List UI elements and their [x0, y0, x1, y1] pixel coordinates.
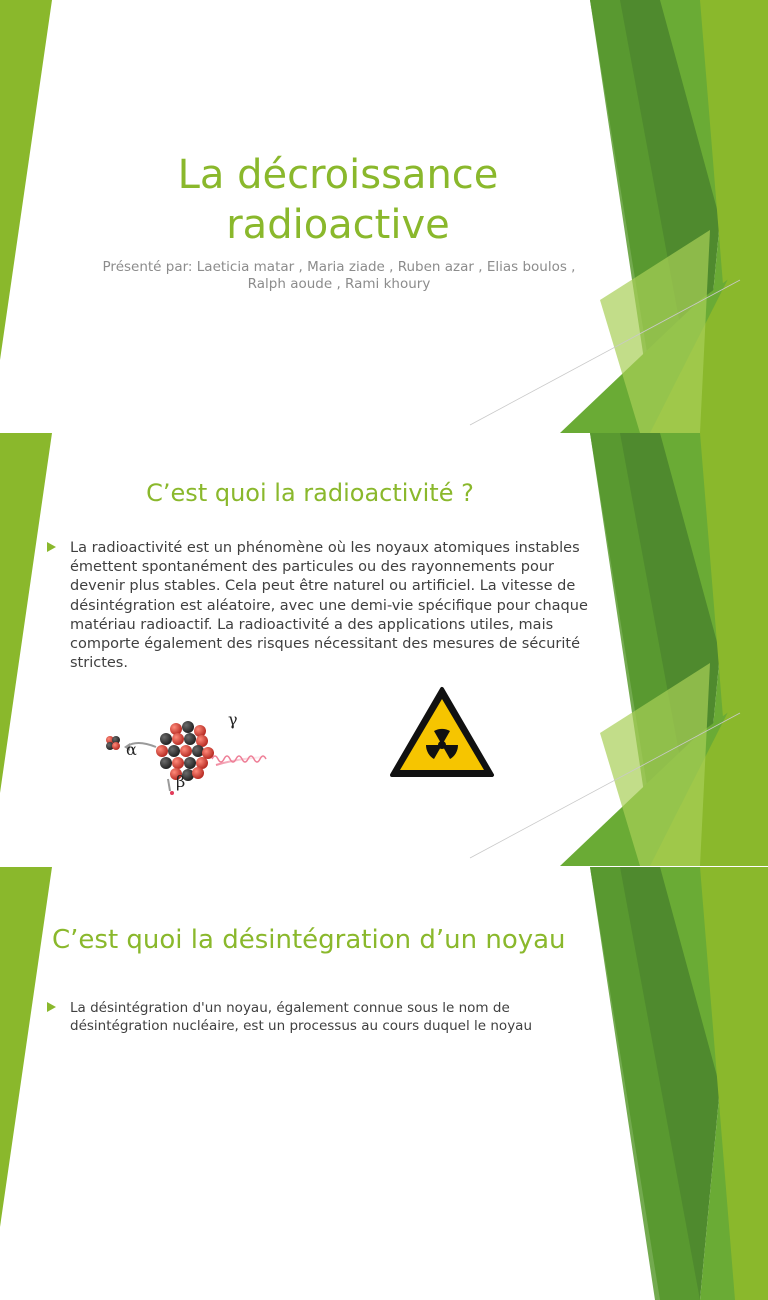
presentation-title: La décroissance radioactive [177, 152, 499, 248]
bullet-text: La désintégration d'un noyau, également connue sous le nom de désintégration nucléaire, est un processus au cours duquel le noyau [70, 1000, 533, 1034]
decay-diagram-icon [96, 695, 268, 799]
slide-heading: C’est quoi la radioactivité ? [146, 479, 474, 507]
slide-radioactivity [0, 433, 768, 866]
slide-title-page [0, 0, 768, 432]
gamma-label: γ [228, 710, 238, 729]
presenters-subtitle: Présenté par: Laeticia matar , Maria ziade , Ruben azar , Elias boulos , Ralph aoude , Rami khoury [102, 259, 576, 292]
bullet-arrow-icon [47, 542, 56, 552]
slide-nuclear-decay [0, 867, 768, 1034]
radiation-hazard-icon [388, 685, 496, 781]
slide-heading: C’est quoi la désintégration d’un noyau [52, 925, 566, 955]
bullet-text: La radioactivité est un phénomène où les noyaux atomiques instables émettent spontanément des particules ou des rayonnements pour devenir plus stables. Cela peut être naturel ou artificiel. La vitesse de désintégration est aléatoire, avec une demi-vie spécifique pour chaque matériau radioactif. La radioactivité a des applications utiles, mais comporte également des risques nécessitant des mesures de sécurité strictes. [70, 540, 588, 672]
alpha-label: α [126, 740, 137, 759]
beta-label: β [176, 772, 186, 791]
bullet-arrow-icon [47, 1002, 56, 1012]
